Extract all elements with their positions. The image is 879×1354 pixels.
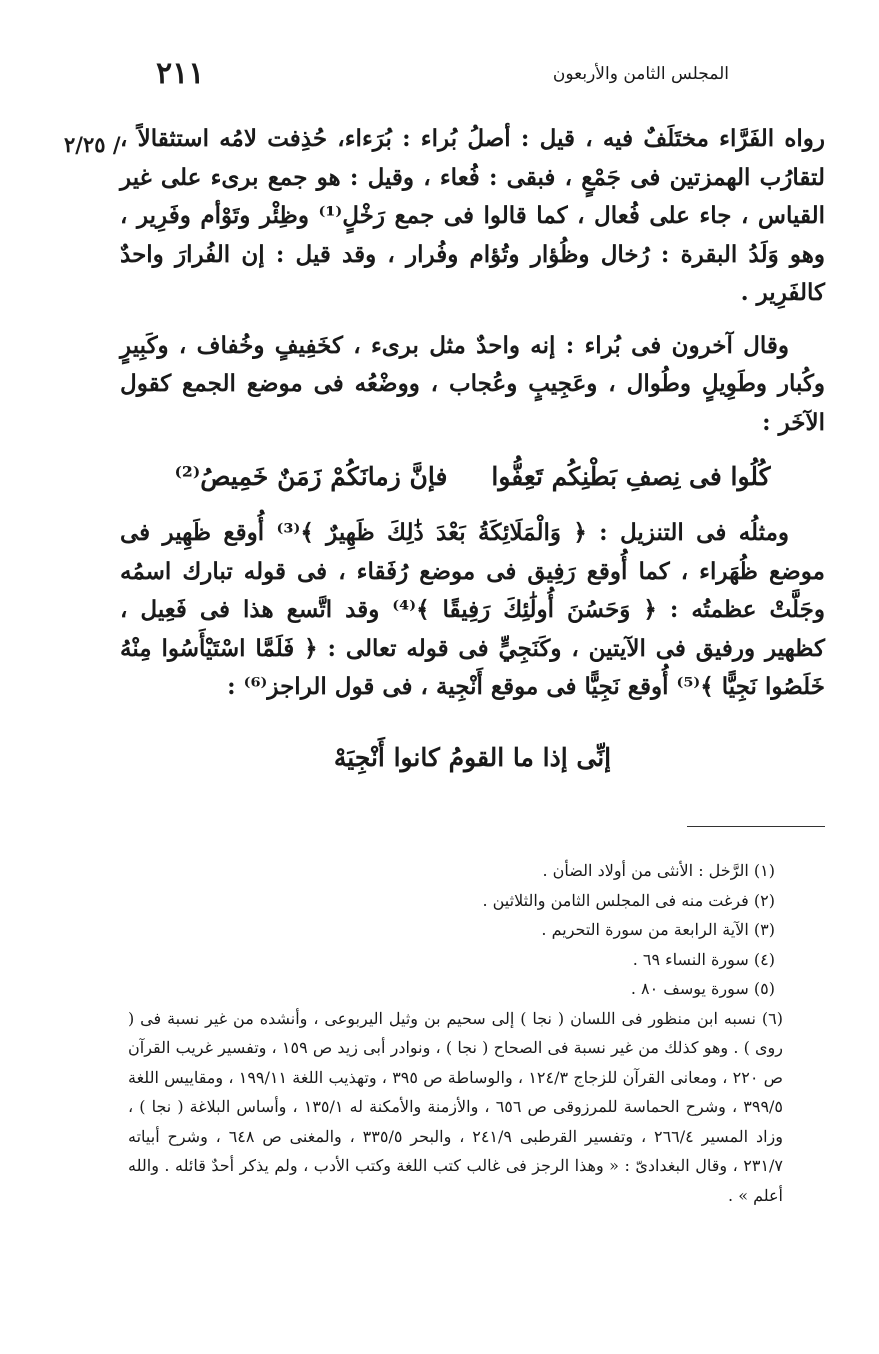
verse-1-first-hemistich: كُلُوا فى نِصفِ بَطْنِكُم تَعِفُّوا [491, 462, 771, 491]
page-number: ٢١١ [156, 56, 205, 91]
paragraph-1: رواه الفَرَّاء مختَلَفٌ فيه ، قيل : أصلُ بُراء : بُرَءاء، حُذِفت لامُه استثقالاً ، لتقارُب الهمزتين فى جَمْعٍ ، فبقى : فُعاء ، وقيل : هو جمع برىء على غير القياس ، جاء على فُعال ، كما قالوا فى جمع رَخْلٍ⁽¹⁾ وظِئْر وتَوْأم وفَرِير ، وهو وَلَدُ البقرة : رُخال وظُؤار وتُؤام وفُرار ، وقد قيل : إن الفُرارَ واحدٌ كالفَرِير . [120, 125, 825, 306]
footnote-5: (٥) سورة يوسف ٨٠ . [630, 979, 775, 998]
verse-1-second-hemistich: فإنَّ زمانَكُمْ زَمَنٌ خَمِيصُ⁽²⁾ [174, 462, 448, 491]
footnote-1: (١) الرَّخل : الأنثى من أولاد الضأن . [542, 861, 775, 880]
footnote-separator [687, 826, 825, 827]
paragraph-3: ومثلُه فى التنزيل : ﴿ وَالْمَلَائِكَةُ بَعْدَ ذَٰلِكَ ظَهِيرٌ ﴾⁽³⁾ أُوقع ظَهِير فى موضع ظُهَراء ، كما أُوقع رَفِيق فى موضع رُفَقاء ، فى قوله تبارك اسمُه وجَلَّتْ عظمتُه : ﴿ وَحَسُنَ أُولَٰئِكَ رَفِيقًا ﴾⁽⁴⁾ وقد اتَّسع هذا فى فَعِيل ، كظهير ورفيق فى الآيتين ، وكَنَجِيٍّ فى قوله تعالى : ﴿ فَلَمَّا اسْتَيْأَسُوا مِنْهُ خَلَصُوا نَجِيًّا ﴾⁽⁵⁾ أُوقع نَجِيًّا فى موقع أَنْجِية ، فى قول الراجز⁽⁶⁾ : [120, 519, 826, 700]
footnote-4: (٤) سورة النساء ٦٩ . [632, 949, 775, 969]
footnotes [128, 856, 783, 1210]
footnote-6: (٦) نسبه ابن منظور فى اللسان ( نجا ) إلى سحيم بن وثيل اليربوعى ، وأنشده من غير نسبة فى ( روى ) . وهو كذلك من غير نسبة فى الصحاح ( نجا ) ، ونوادر أبى زيد ص ١٥٩ ، وتفسير غريب القرآن ص ٢٢٠ ، ومعانى القرآن للزجاج ١٢٤/٣ ، والوساطة ص ٣٩٥ ، وتهذيب اللغة ١٩٩/١١ ، ومقاييس اللغة ٣٩٩/٥ ، وشرح الحماسة للمرزوقى ص ٦٥٦ ، والأزمنة والأمكنة له ١٣٥/١ ، وأساس البلاغة ( نجا ) ، وزاد المسير ٢٦٦/٤ ، وتفسير القرطبى ٢٤١/٩ ، والبحر ٣٣٥/٥ ، والمغنى ص ٦٤٨ ، وشرح أبياته ٢٣١/٧ ، وقال البغدادىّ : « وهذا الرجز فى غالب كتب اللغة وكتب الأدب ، ولم يذكر أحدٌ قائله . والله أعلم » . [128, 1008, 784, 1205]
margin-reference: ٢/٢٥ / [64, 132, 121, 157]
verse-2: إنِّى إذا ما القومُ كانوا أَنْجِيَهْ [333, 742, 612, 772]
page-header [150, 56, 769, 90]
verse-1 [120, 456, 825, 498]
running-title: المجلس الثامن والأربعون [552, 64, 729, 84]
paragraph-2: وقال آخرون فى بُراء : إنه واحدٌ مثل برىء ، كخَفِيفٍ وخُفاف ، وكَبِيرٍ وكُبار وطَوِيلٍ وطُوال ، وعَجِيبٍ وعُجاب ، ووضْعُه فى موضع الجمع كقول الآخَر : [120, 331, 825, 436]
main-text [120, 120, 825, 779]
footnote-2: (٢) فرغت منه فى المجلس الثامن والثلاثين . [482, 890, 775, 910]
footnote-3: (٣) الآية الرابعة من سورة التحريم . [541, 920, 775, 939]
